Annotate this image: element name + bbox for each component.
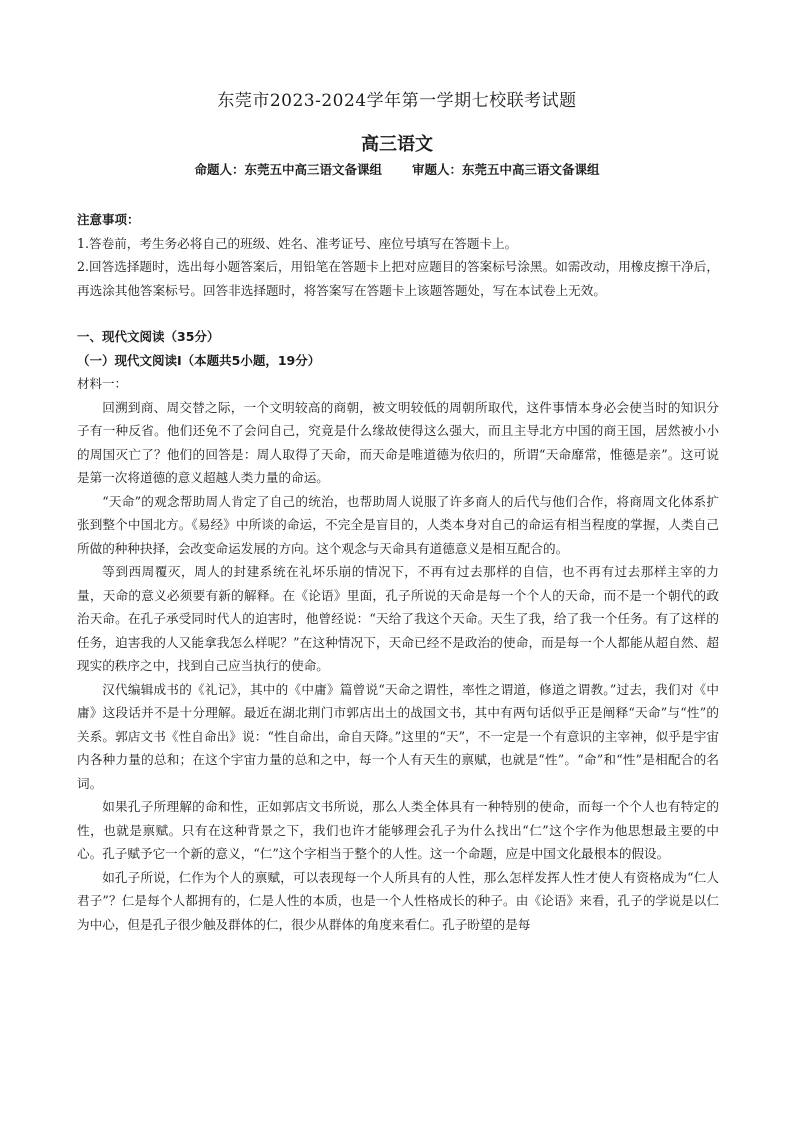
passage-paragraph: 汉代编辑成书的《礼记》，其中的《中庸》篇曾说“天命之谓性，率性之谓道，修道之谓教。”过去，我们对《中庸》这段话并不是十分理解。最近在湖北荆门市郭店出土的战国文书，其中有两句话似乎正是阐释“天命”与“性”的关系。郭店文书《性自命出》说：“性自命出，命自天降。”这里的“天”，不一定是一个有意识的主宰神，似乎是宇宙内各种力量的总和；在这个宇宙力量的总和之中，每一个人有天生的禀赋，也就是“性”。“命”和“性”是相配合的名词。 [77, 681, 719, 791]
exam-title: 东莞市2023-2024学年第一学期七校联考试题 [217, 91, 577, 111]
notice-title: 注意事项： [77, 212, 140, 227]
spacer [77, 302, 719, 325]
exam-subject: 高三语文 [361, 134, 433, 155]
passage-paragraph: 如孔子所说，仁作为个人的禀赋，可以表现每一个人所具有的人性，那么怎样发挥人性才使人有资格成为“仁人君子”？仁是每个人都拥有的，仁是人性的本质，也是一个人性格成长的种子。由《论语》来看，孔子的学说是以仁为中心，但是孔子很少触及群体的仁，很少从群体的角度来看仁。孔子盼望的是每 [77, 869, 719, 932]
author-label: 命题人：东莞五中高三语文备课组 [194, 162, 382, 177]
passage-paragraph: 如果孔子所理解的命和性，正如郭店文书所说，那么人类全体具有一种特别的使命，而每一个个人也有特定的性，也就是禀赋。只有在这种背景之下，我们也许才能够理会孔子为什么找出“仁”这个字作为他思想最主要的中心。孔子赋予它一个新的意义，“仁”这个字相当于整个的人性。这一个命题，应是中国文化最根本的假设。 [77, 799, 719, 861]
authors-line [0, 160, 794, 178]
passage-paragraph: 回溯到商、周交替之际，一个文明较高的商朝，被文明较低的周朝所取代，这件事情本身必会使当时的知识分子有一种反省。他们还免不了会问自己，究竟是什么缘故使得这么强大，而且主导北方中国的商王国，居然被小小的周国灭亡了？他们的回答是：周人取得了天命，而天命是唯道德为依归的，所谓“天命靡常，惟德是亲”。这可说是第一次将道德的意义超越人类力量的命运。 [77, 399, 719, 485]
section-title: 一、现代文阅读（35分） [77, 329, 220, 344]
material-label: 材料一： [77, 376, 128, 391]
passage-paragraph: “天命”的观念帮助周人肯定了自己的统治，也帮助周人说服了许多商人的后代与他们合作，将商周文化体系扩张到整个中国北方。《易经》中所谈的命运，不完全是盲目的，人类本身对自己的命运有相当程度的掌握，人类自己所做的种种抉择，会改变命运发展的方向。这个观念与天命具有道德意义是相互配合的。 [77, 493, 719, 556]
notice-item: 2.回答选择题时，选出每小题答案后，用铅笔在答题卡上把对应题目的答案标号涂黑。如需改动，用橡皮擦干净后，再选涂其他答案标号。回答非选择题时，将答案写在答题卡上该题答题处，写在本试卷上无效。 [77, 259, 719, 298]
exam-content [77, 208, 719, 936]
reviewer-label: 审题人：东莞五中高三语文备课组 [412, 162, 600, 177]
notice-item: 1.答卷前，考生务必将自己的班级、姓名、准考证号、座位号填写在答题卡上。 [77, 235, 518, 251]
passage-paragraph: 等到西周覆灭，周人的封建系统在礼坏乐崩的情况下，不再有过去那样的自信，也不再有过去那样主宰的力量，天命的意义必须要有新的解释。在《论语》里面，孔子所说的天命是每一个个人的天命，而不是一个朝代的政治天命。在孔子承受同时代人的迫害时，他曾经说：“天给了我这个天命。天生了我，给了我一个任务。有了这样的任务，迫害我的人又能拿我怎么样呢？”在这种情况下，天命已经不是政治的使命，而是每一个人都能从超自然、超现实的秩序之中，找到自己应当执行的使命。 [77, 564, 719, 673]
subsection-title: （一）现代文阅读Ⅰ（本题共5小题，19分） [77, 352, 321, 368]
